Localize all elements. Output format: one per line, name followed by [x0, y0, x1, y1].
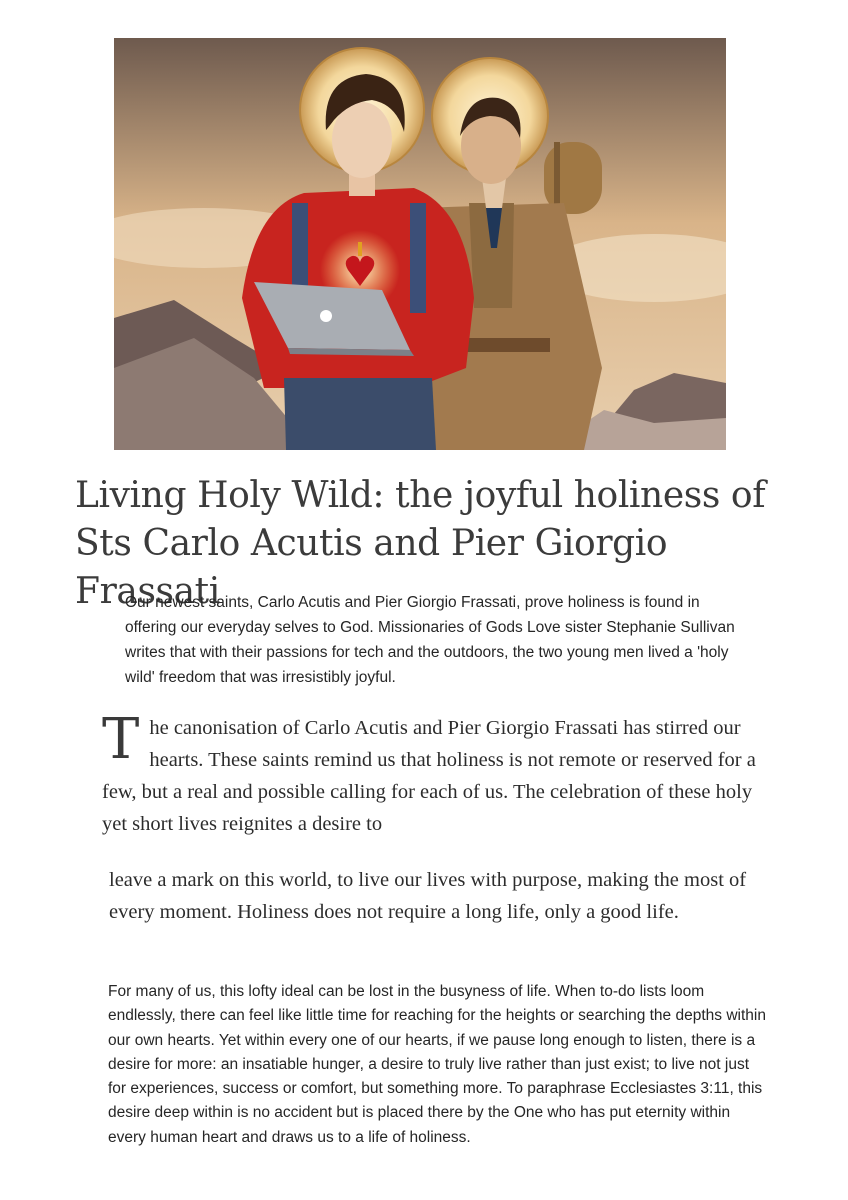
drop-cap: T	[102, 707, 140, 772]
article-intro	[102, 707, 772, 840]
article-standfirst: Our newest saints, Carlo Acutis and Pier Giorgio Frassati, prove holiness is found in offering our everyday selves to God. Missionaries of Gods Love sister Stephanie Sullivan writes that with their passions for tech and the outdoors, the two young men lived a 'holy wild' freedom that was irresistibly joyful.	[125, 594, 735, 686]
article-title: Living Holy Wild: the joyful holiness of Sts Carlo Acutis and Pier Giorgio Frassati	[75, 475, 766, 612]
article-body: For many of us, this lofty ideal can be lost in the busyness of life. When to-do lists loom endlessly, there can feel like little time for reaching for the heights or searching the depths within our own hearts. Yet within every one of our hearts, if we pause long enough to listen, there is a desire for more: an insatiable hunger, a desire to truly live rather than just exist; to live not just for experiences, success or comfort, but something more. To paraphrase Ecclesiastes 3:11, this desire deep within is no accident but is placed there by the One who has put eternity within every human heart and draws us to a life of holiness.	[108, 983, 766, 1146]
hero-illustration	[114, 38, 726, 450]
article-intro-continued: leave a mark on this world, to live our lives with purpose, making the most of every moment. Holiness does not require a long life, only a good life.	[109, 869, 747, 923]
intro-text: he canonisation of Carlo Acutis and Pier Giorgio Frassati has stirred our hearts. These saints remind us that holiness is not remote or reserved for a few, but a real and possible calling for each of us. The celebration of these holy yet short lives reignites a desire to	[102, 717, 756, 835]
